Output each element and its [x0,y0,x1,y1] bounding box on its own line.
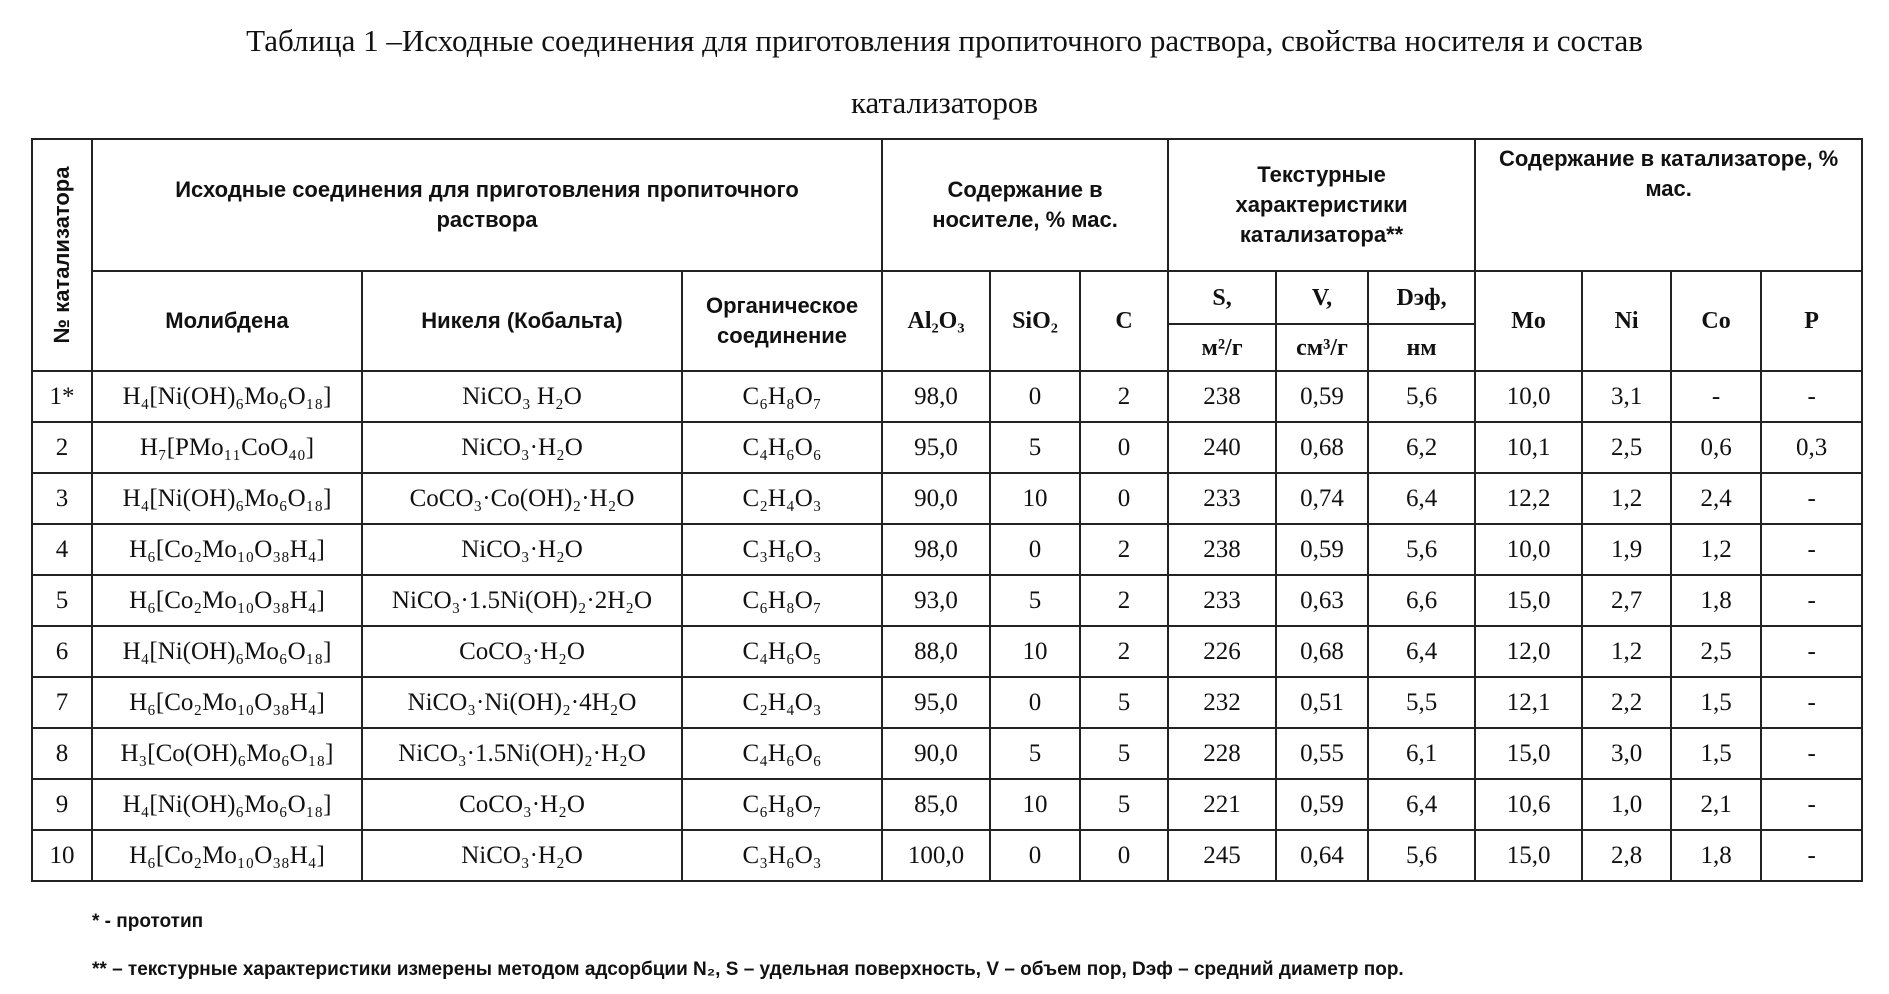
cell-p: - [1761,575,1862,626]
cell-s: 233 [1168,473,1276,524]
cell-ni-src: CoCO₃·H₂O [362,626,682,677]
cell-no: 7 [32,677,92,728]
cell-sio2: 5 [990,728,1080,779]
table-row [32,779,1862,830]
cell-c: 2 [1080,575,1168,626]
cell-d: 5,5 [1368,677,1475,728]
cell-p: - [1761,830,1862,881]
footnote-prototype: * - прототип [92,911,204,932]
cell-org: C₂H₄O₃ [682,473,882,524]
cell-p: - [1761,779,1862,830]
header-co: Co [1671,271,1761,371]
cell-c: 5 [1080,779,1168,830]
cell-sio2: 0 [990,371,1080,422]
cell-mo: 15,0 [1475,728,1582,779]
cell-ni: 1,2 [1582,626,1671,677]
cell-ni: 3,0 [1582,728,1671,779]
cell-al2o3: 95,0 [882,422,990,473]
cell-co: 1,5 [1671,677,1761,728]
table-caption-line-1: Таблица 1 –Исходные соединения для приготовления пропиточного раствора, свойства носителя и состав [246,23,1643,58]
cell-c: 5 [1080,677,1168,728]
cell-ni: 2,7 [1582,575,1671,626]
cell-v: 0,51 [1276,677,1368,728]
table-row [32,371,1862,422]
header-sio2: SiO₂ [990,271,1080,371]
header-source-compounds: Исходные соединения для приготовления пропиточного раствора [92,139,882,271]
cell-co: 1,8 [1671,575,1761,626]
cell-d: 6,4 [1368,473,1475,524]
header-nickel-cobalt: Никеля (Кобальта) [362,271,682,371]
cell-mo: 12,0 [1475,626,1582,677]
cell-no: 10 [32,830,92,881]
cell-d: 6,4 [1368,779,1475,830]
cell-mo: 15,0 [1475,575,1582,626]
cell-sio2: 10 [990,473,1080,524]
cell-mo-src: H₄[Ni(OH)₆Mo₆O₁₈] [92,473,362,524]
cell-no: 5 [32,575,92,626]
cell-mo: 10,0 [1475,524,1582,575]
cell-c: 0 [1080,473,1168,524]
table-row [32,575,1862,626]
table-row [32,830,1862,881]
table-row [32,524,1862,575]
cell-mo: 10,0 [1475,371,1582,422]
cell-al2o3: 98,0 [882,524,990,575]
cell-mo-src: H₆[Co₂Mo₁₀O₃₈H₄] [92,830,362,881]
cell-sio2: 5 [990,422,1080,473]
cell-mo-src: H₄[Ni(OH)₆Mo₆O₁₈] [92,626,362,677]
cell-ni: 1,2 [1582,473,1671,524]
cell-d: 5,6 [1368,371,1475,422]
cell-sio2: 10 [990,626,1080,677]
cell-c: 5 [1080,728,1168,779]
cell-ni-src: NiCO₃ H₂O [362,371,682,422]
cell-mo-src: H₄[Ni(OH)₆Mo₆O₁₈] [92,779,362,830]
cell-p: - [1761,371,1862,422]
cell-no: 3 [32,473,92,524]
header-catalyst-no [32,139,92,371]
header-catalyst-content: Содержание в катализаторе, % мас. [1475,139,1862,271]
cell-co: 1,2 [1671,524,1761,575]
cell-v: 0,74 [1276,473,1368,524]
header-molybdenum: Молибдена [92,271,362,371]
cell-ni-src: NiCO₃·Ni(OH)₂·4H₂O [362,677,682,728]
cell-al2o3: 93,0 [882,575,990,626]
cell-ni-src: NiCO₃·1.5Ni(OH)₂·2H₂O [362,575,682,626]
cell-ni: 2,8 [1582,830,1671,881]
header-texture: Текстурные характеристики катализатора** [1168,139,1475,271]
cell-sio2: 0 [990,677,1080,728]
cell-mo: 15,0 [1475,830,1582,881]
header-organic: Органическое соединение [682,271,882,371]
cell-c: 0 [1080,830,1168,881]
footnotes [92,898,1404,994]
cell-s: 228 [1168,728,1276,779]
table-row [32,473,1862,524]
cell-p: - [1761,626,1862,677]
cell-v: 0,59 [1276,371,1368,422]
cell-mo: 10,6 [1475,779,1582,830]
cell-s: 233 [1168,575,1276,626]
cell-co: 2,1 [1671,779,1761,830]
cell-p: - [1761,473,1862,524]
cell-al2o3: 85,0 [882,779,990,830]
cell-ni-src: NiCO₃·H₂O [362,830,682,881]
header-al2o3: Al₂O₃ [882,271,990,371]
cell-ni-src: NiCO₃·H₂O [362,422,682,473]
cell-mo-src: H₃[Co(OH)₆Mo₆O₁₈] [92,728,362,779]
cell-sio2: 5 [990,575,1080,626]
cell-ni-src: NiCO₃·1.5Ni(OH)₂·H₂O [362,728,682,779]
table-row [32,626,1862,677]
cell-mo-src: H₆[Co₂Mo₁₀O₃₈H₄] [92,677,362,728]
cell-c: 2 [1080,524,1168,575]
cell-co: - [1671,371,1761,422]
header-v-unit: см³/г [1276,324,1368,371]
cell-mo: 12,2 [1475,473,1582,524]
cell-s: 238 [1168,524,1276,575]
cell-s: 226 [1168,626,1276,677]
header-d-unit: нм [1368,324,1475,371]
header-mo: Mo [1475,271,1582,371]
cell-co: 1,5 [1671,728,1761,779]
header-carrier-content: Содержание в носителе, % мас. [882,139,1168,271]
cell-ni: 1,0 [1582,779,1671,830]
header-s-unit: м²/г [1168,324,1276,371]
cell-org: C₄H₆O₆ [682,728,882,779]
cell-org: C₄H₆O₆ [682,422,882,473]
cell-c: 2 [1080,626,1168,677]
cell-ni-src: NiCO₃·H₂O [362,524,682,575]
cell-p: - [1761,728,1862,779]
cell-s: 221 [1168,779,1276,830]
cell-c: 2 [1080,371,1168,422]
cell-p: 0,3 [1761,422,1862,473]
cell-sio2: 10 [990,779,1080,830]
table-caption-line-2: катализаторов [850,85,1039,120]
header-d: Dэф, [1368,271,1475,324]
cell-sio2: 0 [990,830,1080,881]
header-v: V, [1276,271,1368,324]
cell-ni: 1,9 [1582,524,1671,575]
cell-no: 6 [32,626,92,677]
cell-co: 2,4 [1671,473,1761,524]
cell-co: 2,5 [1671,626,1761,677]
cell-c: 0 [1080,422,1168,473]
cell-no: 8 [32,728,92,779]
cell-p: - [1761,524,1862,575]
cell-org: C₃H₆O₃ [682,830,882,881]
cell-al2o3: 90,0 [882,473,990,524]
cell-mo: 10,1 [1475,422,1582,473]
cell-no: 2 [32,422,92,473]
header-ni: Ni [1582,271,1671,371]
cell-s: 245 [1168,830,1276,881]
table-caption [0,10,1889,134]
cell-v: 0,55 [1276,728,1368,779]
cell-al2o3: 100,0 [882,830,990,881]
cell-org: C₆H₈O₇ [682,779,882,830]
cell-v: 0,64 [1276,830,1368,881]
cell-mo-src: H₄[Ni(OH)₆Mo₆O₁₈] [92,371,362,422]
cell-d: 5,6 [1368,524,1475,575]
cell-d: 6,6 [1368,575,1475,626]
catalyst-table [31,138,1863,882]
header-catalyst-no-label: № катализатора [49,166,74,344]
cell-org: C₆H₈O₇ [682,371,882,422]
cell-no: 9 [32,779,92,830]
footnote-texture: ** – текстурные характеристики измерены методом адсорбции N₂, S – удельная поверхность, V – объем пор, Dэф – средний диаметр пор. [92,959,1404,980]
cell-co: 1,8 [1671,830,1761,881]
cell-al2o3: 95,0 [882,677,990,728]
cell-no: 4 [32,524,92,575]
cell-mo-src: H₆[Co₂Mo₁₀O₃₈H₄] [92,575,362,626]
cell-s: 240 [1168,422,1276,473]
table-row [32,728,1862,779]
cell-ni-src: CoCO₃·Co(OH)₂·H₂O [362,473,682,524]
cell-v: 0,63 [1276,575,1368,626]
cell-ni: 2,2 [1582,677,1671,728]
cell-org: C₄H₆O₅ [682,626,882,677]
cell-s: 232 [1168,677,1276,728]
cell-d: 6,1 [1368,728,1475,779]
cell-org: C₆H₈O₇ [682,575,882,626]
header-s: S, [1168,271,1276,324]
cell-sio2: 0 [990,524,1080,575]
cell-al2o3: 88,0 [882,626,990,677]
cell-d: 5,6 [1368,830,1475,881]
cell-mo-src: H₇[PMo₁₁CoO₄₀] [92,422,362,473]
cell-v: 0,59 [1276,524,1368,575]
cell-ni-src: CoCO₃·H₂O [362,779,682,830]
cell-p: - [1761,677,1862,728]
cell-ni: 3,1 [1582,371,1671,422]
table-row [32,677,1862,728]
header-c: C [1080,271,1168,371]
cell-mo-src: H₆[Co₂Mo₁₀O₃₈H₄] [92,524,362,575]
cell-s: 238 [1168,371,1276,422]
table-body [32,371,1862,881]
cell-org: C₂H₄O₃ [682,677,882,728]
cell-v: 0,68 [1276,626,1368,677]
cell-al2o3: 98,0 [882,371,990,422]
table-row [32,422,1862,473]
cell-v: 0,59 [1276,779,1368,830]
cell-no: 1* [32,371,92,422]
cell-org: C₃H₆O₃ [682,524,882,575]
header-p: P [1761,271,1862,371]
cell-d: 6,2 [1368,422,1475,473]
cell-al2o3: 90,0 [882,728,990,779]
cell-ni: 2,5 [1582,422,1671,473]
cell-v: 0,68 [1276,422,1368,473]
cell-mo: 12,1 [1475,677,1582,728]
cell-d: 6,4 [1368,626,1475,677]
cell-co: 0,6 [1671,422,1761,473]
